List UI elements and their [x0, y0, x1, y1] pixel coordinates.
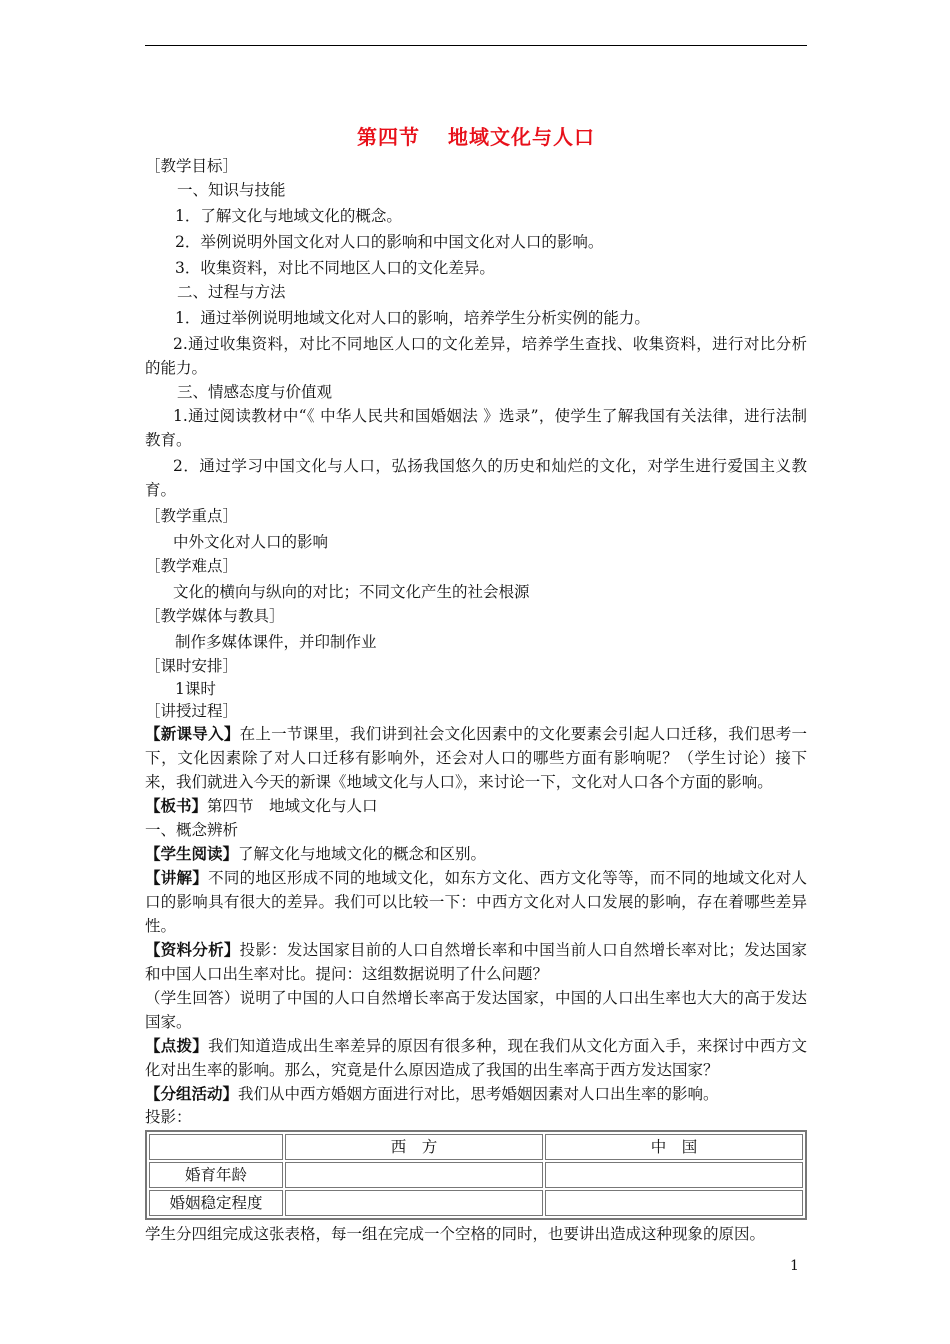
reading-tag: 【学生阅读】 [145, 844, 239, 863]
knowledge-item-1: 1．了解文化与地域文化的概念。 [175, 207, 402, 225]
table-corner-cell [149, 1134, 283, 1160]
key-point-text: 中外文化对人口的影响 [173, 533, 329, 551]
table-row-label: 婚姻稳定程度 [149, 1190, 283, 1216]
key-point-heading: ［教学重点］ [145, 507, 239, 525]
table-header-row [149, 1134, 803, 1160]
data-analysis-text: 投影：发达国家目前的人口自然增长率和中国当前人口自然增长率对比；发达国家和中国人口出生率对比。提问：这组数据说明了什么问题？ [145, 941, 807, 983]
explain-text: 不同的地区形成不同的地域文化，如东方文化、西方文化等等，而不同的地域文化对人口的影响具有很大的差异。我们可以比较一下：中西方文化对人口发展的影响，存在着哪些差异性。 [145, 869, 807, 935]
table-header-west: 西 方 [285, 1134, 543, 1160]
explain-paragraph [145, 866, 807, 938]
board-text: 第四节 地域文化与人口 [207, 797, 378, 815]
header-rule [145, 45, 807, 46]
data-analysis-tag: 【资料分析】 [145, 940, 240, 959]
title-section: 第四节 [357, 125, 420, 149]
emotion-item-1: 1.通过阅读教材中“《 中华人民共和国婚姻法 》选录”，使学生了解我国有关法律，进行法制教育。 [145, 407, 807, 449]
media-text: 制作多媒体课件，并印制作业 [175, 633, 377, 651]
page-title [145, 122, 807, 152]
document-body [145, 122, 807, 1246]
media-heading: ［教学媒体与教具］ [145, 607, 285, 625]
hint-text: 我们知道造成出生率差异的原因有很多种，现在我们从文化方面入手，来探讨中西方文化对出生率的影响。那么，究竟是什么原因造成了我国的出生率高于西方发达国家？ [145, 1037, 807, 1079]
board-tag: 【板书】 [145, 796, 208, 815]
board-paragraph [145, 794, 807, 818]
knowledge-item-3: 3．收集资料，对比不同地区人口的文化差异。 [175, 259, 495, 277]
group-activity-text: 我们从中西方婚姻方面进行对比，思考婚姻因素对人口出生率的影响。 [238, 1085, 719, 1103]
intro-paragraph [145, 722, 807, 794]
page-number: 1 [790, 1258, 799, 1274]
process-item-2: 2.通过收集资料，对比不同地区人口的文化差异，培养学生查找、收集资料，进行对比分析的能力。 [145, 335, 807, 377]
closing-paragraph: 学生分四组完成这张表格，每一组在完成一个空格的同时，也要讲出造成这种现象的原因。 [145, 1225, 766, 1243]
objectives-heading: ［教学目标］ [145, 157, 239, 175]
title-topic: 地域文化与人口 [448, 125, 595, 149]
hint-paragraph [145, 1034, 807, 1082]
reading-text: 了解文化与地域文化的概念和区别。 [238, 845, 487, 863]
knowledge-heading: 一、知识与技能 [177, 181, 286, 199]
schedule-text: 1课时 [175, 680, 216, 698]
explain-tag: 【讲解】 [145, 868, 209, 887]
schedule-heading: ［课时安排］ [145, 657, 239, 675]
intro-text: 在上一节课里，我们讲到社会文化因素中的文化要素会引起人口迁移，我们思考一下，文化因素除了对人口迁移有影响外，还会对人口的哪些方面有影响呢？（学生讨论）接下来，我们就进入今天的新课《地域文化与人口》，来讨论一下，文化对人口各个方面的影响。 [145, 725, 807, 791]
table-row [149, 1190, 803, 1216]
knowledge-item-2: 2．举例说明外国文化对人口的影响和中国文化对人口的影响。 [175, 233, 604, 251]
process-heading: 二、过程与方法 [177, 283, 286, 301]
hint-tag: 【点拨】 [145, 1036, 209, 1055]
difficulty-text: 文化的横向与纵向的对比；不同文化产生的社会根源 [173, 583, 530, 601]
concept-heading: 一、概念辨析 [145, 821, 239, 839]
table-cell-china[interactable] [545, 1190, 803, 1216]
table-cell-west[interactable] [285, 1162, 543, 1188]
difficulty-heading: ［教学难点］ [145, 557, 239, 575]
table-cell-west[interactable] [285, 1190, 543, 1216]
emotion-item-2: 2．通过学习中国文化与人口，弘扬我国悠久的历史和灿烂的文化，对学生进行爱国主义教育。 [145, 457, 807, 499]
student-answer: （学生回答）说明了中国的人口自然增长率高于发达国家，中国的人口出生率也大大的高于发达国家。 [145, 989, 807, 1031]
process-item-1: 1．通过举例说明地域文化对人口的影响，培养学生分析实例的能力。 [175, 309, 650, 327]
intro-tag: 【新课导入】 [145, 724, 240, 743]
data-analysis-paragraph [145, 938, 807, 986]
table-header-china: 中 国 [545, 1134, 803, 1160]
table-row [149, 1162, 803, 1188]
marriage-comparison-table [145, 1130, 807, 1220]
group-activity-tag: 【分组活动】 [145, 1084, 239, 1103]
emotion-heading: 三、情感态度与价值观 [177, 383, 333, 401]
projection-label: 投影： [145, 1108, 192, 1126]
reading-paragraph [145, 842, 807, 866]
group-activity-paragraph [145, 1082, 807, 1106]
table-row-label: 婚育年龄 [149, 1162, 283, 1188]
table-cell-china[interactable] [545, 1162, 803, 1188]
teaching-process-heading: ［讲授过程］ [145, 702, 239, 720]
